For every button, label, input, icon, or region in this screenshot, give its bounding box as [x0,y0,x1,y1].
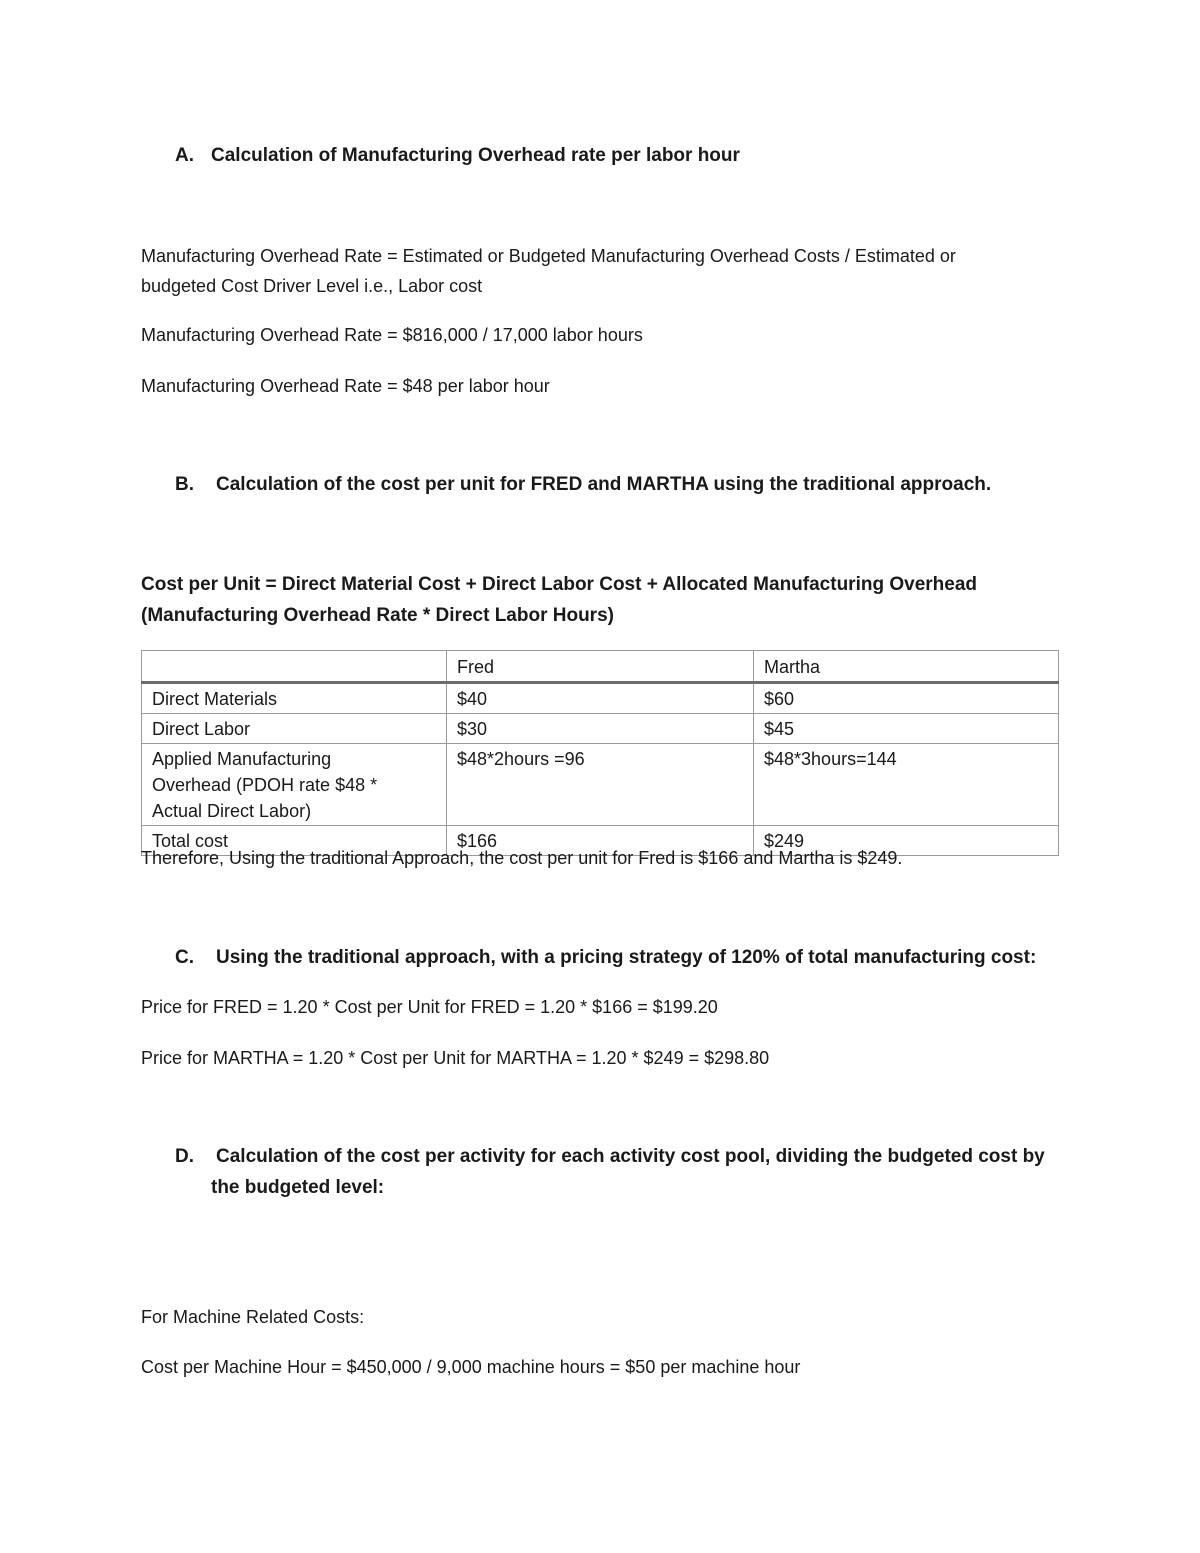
section-b-label: B. [175,474,194,495]
section-c-price-martha: Price for MARTHA = 1.20 * Cost per Unit for MARTHA = 1.20 * $249 = $298.80 [141,1048,770,1068]
table-cell-label: Direct Materials [142,683,447,714]
section-c-heading [175,942,1036,973]
section-c-heading-text: Using the traditional approach, with a pricing strategy of 120% of total manufacturing cost: [216,947,1037,968]
table-cell-martha: $48*3hours=144 [754,744,1059,826]
section-a-label: A. [175,145,194,166]
table-row [142,744,1059,826]
table-cell-label [142,744,447,826]
section-d-heading-line1: Calculation of the cost per activity for each activity cost pool, dividing the budgeted cost by [216,1146,1045,1167]
section-d-heading-line2: the budgeted level: [211,1177,385,1198]
section-d-calculation: Cost per Machine Hour = $450,000 / 9,000 machine hours = $50 per machine hour [141,1357,801,1377]
table-cell-fred: $30 [447,714,754,744]
section-c-label: C. [175,947,194,968]
section-a-formula-line1: Manufacturing Overhead Rate = Estimated or Budgeted Manufacturing Overhead Costs / Estimated or [141,246,956,266]
table-cell-label: Total cost [142,826,447,856]
table-cell-fred: $48*2hours =96 [447,744,754,826]
section-d-subheading: For Machine Related Costs: [141,1307,365,1327]
section-c-price-fred: Price for FRED = 1.20 * Cost per Unit for FRED = 1.20 * $166 = $199.20 [141,997,718,1017]
section-b-formula-line2: (Manufacturing Overhead Rate * Direct Labor Hours) [141,605,614,626]
section-a-result: Manufacturing Overhead Rate = $48 per labor hour [141,376,550,396]
section-a-calculation: Manufacturing Overhead Rate = $816,000 / 17,000 labor hours [141,325,643,345]
table-header-cell [142,651,447,683]
table-cell-martha: $45 [754,714,1059,744]
table-header-fred: Fred [447,651,754,683]
table-cell-fred: $40 [447,683,754,714]
section-b-formula-line1: Cost per Unit = Direct Material Cost + Direct Labor Cost + Allocated Manufacturing Overhead [141,574,977,595]
section-a-formula-line2: budgeted Cost Driver Level i.e., Labor cost [141,276,483,296]
table-cell-martha: $249 [754,826,1059,856]
table-cell-label-line2: Overhead (PDOH rate $48 * [152,775,378,795]
table-header-row [142,651,1059,683]
section-d-label: D. [175,1146,194,1167]
table-header-martha: Martha [754,651,1059,683]
table-cell-fred: $166 [447,826,754,856]
table-row [142,714,1059,744]
cost-per-unit-table [141,650,1059,856]
table-cell-label-line3: Actual Direct Labor) [152,801,312,821]
section-b-heading [175,469,991,500]
table-row [142,683,1059,714]
section-a-heading-text: Calculation of Manufacturing Overhead rate per labor hour [211,145,740,166]
section-b-conclusion: Therefore, Using the traditional Approach, the cost per unit for Fred is $166 and Martha is $249. [141,848,903,868]
section-d-heading [175,1141,1045,1172]
table-cell-martha: $60 [754,683,1059,714]
table-cell-label: Direct Labor [142,714,447,744]
section-a-heading [175,140,740,171]
table-cell-label-line1: Applied Manufacturing [152,749,332,769]
section-b-heading-text: Calculation of the cost per unit for FRED and MARTHA using the traditional approach. [216,474,992,495]
